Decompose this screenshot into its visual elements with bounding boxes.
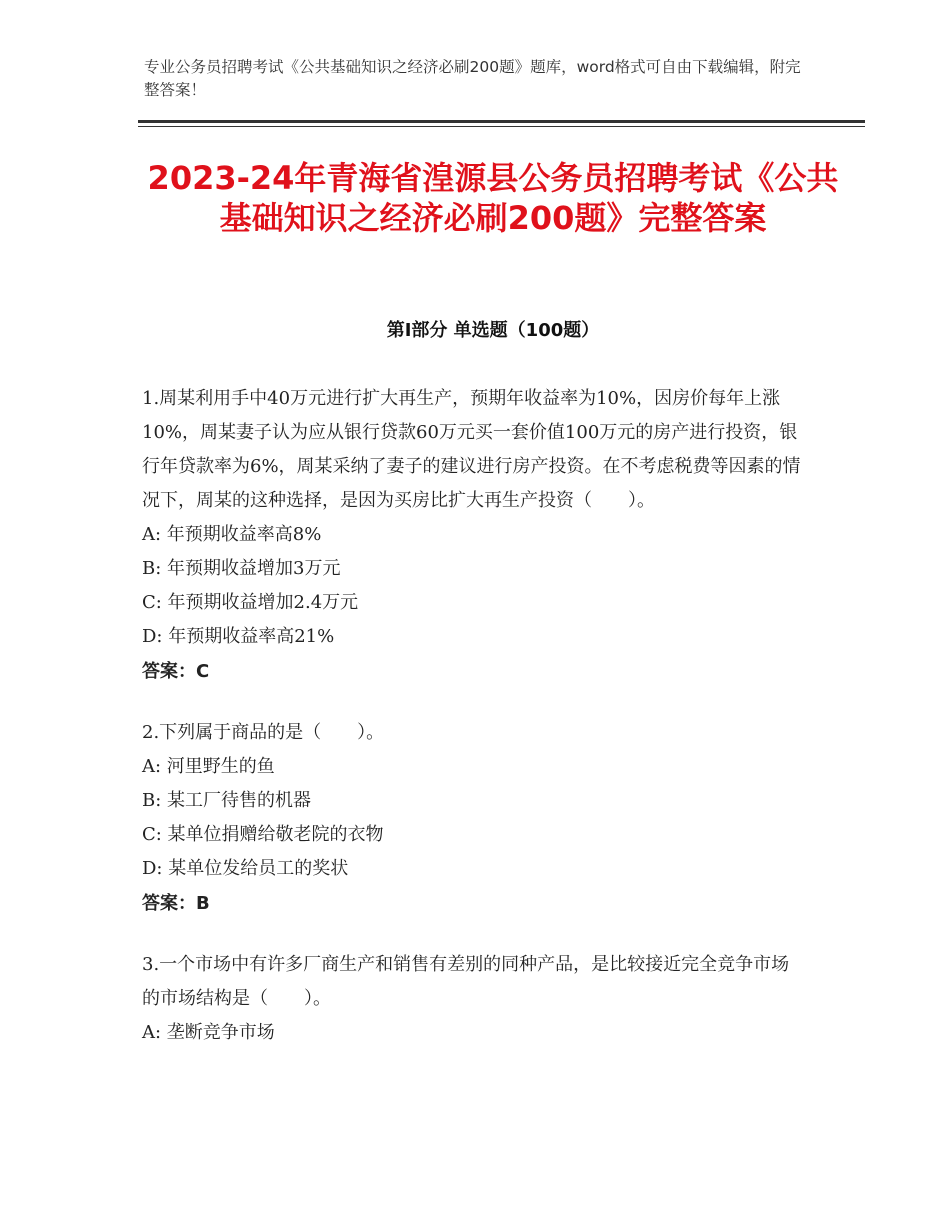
option-a: A: 年预期收益率高8% (142, 524, 322, 545)
question-2 (142, 716, 802, 922)
option-d: D: 年预期收益率高21% (142, 626, 335, 647)
header-divider-thick (138, 120, 865, 123)
answer: 答案：C (142, 661, 210, 682)
question-1 (142, 382, 802, 690)
header-divider-thin (138, 126, 865, 127)
header-note: 专业公务员招聘考试《公共基础知识之经济必刷200题》题库，word格式可自由下载编辑，附完整答案！ (144, 58, 801, 99)
document-title: 2023-24年青海省湟源县公务员招聘考试《公共基础知识之经济必刷200题》完整答案 (147, 159, 839, 237)
section-title: 第I部分 单选题（100题） (386, 320, 600, 341)
option-a: A: 垄断竞争市场 (142, 1022, 275, 1043)
option-b: B: 年预期收益增加3万元 (142, 558, 341, 579)
option-c: C: 年预期收益增加2.4万元 (142, 592, 359, 613)
option-d: D: 某单位发给员工的奖状 (142, 858, 349, 879)
question-list (142, 382, 802, 1076)
question-3 (142, 948, 802, 1050)
question-text: 2.下列属于商品的是（ ）。 (142, 722, 385, 743)
question-text: 1.周某利用手中40万元进行扩大再生产，预期年收益率为10%，因房价每年上涨10%，周某妻子认为应从银行贷款60万元买一套价值100万元的房产进行投资，银行年贷款率为6%，周某采纳了妻子的建议进行房产投资。在不考虑税费等因素的情况下，周某的这种选择，是因为买房比扩大再生产投资（ ）。 (142, 388, 801, 511)
option-a: A: 河里野生的鱼 (142, 756, 275, 777)
answer: 答案：B (142, 893, 210, 914)
question-text: 3.一个市场中有许多厂商生产和销售有差别的同种产品，是比较接近完全竞争市场的市场结构是（ ）。 (142, 954, 790, 1009)
option-b: B: 某工厂待售的机器 (142, 790, 312, 811)
option-c: C: 某单位捐赠给敬老院的衣物 (142, 824, 384, 845)
